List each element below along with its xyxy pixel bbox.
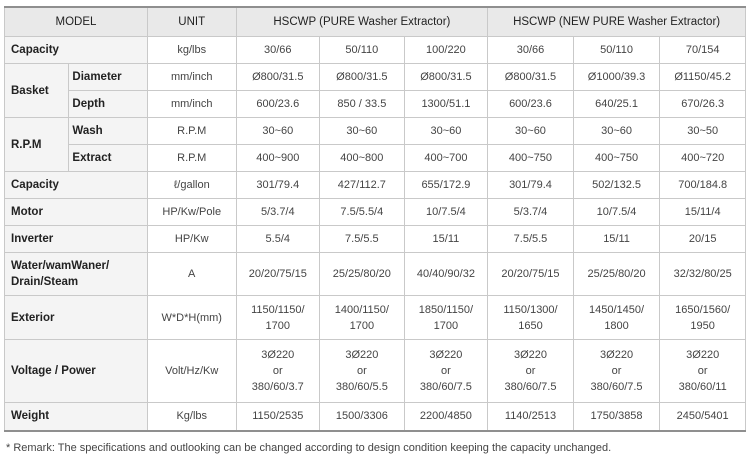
cell: 30~50 (660, 118, 746, 145)
cell: 7.5/5.5 (320, 226, 405, 253)
row-unit: W*D*H(mm) (147, 296, 236, 340)
cell-line: 1700 (265, 319, 291, 332)
cell: Ø800/31.5 (488, 64, 574, 91)
cell: 2200/4850 (404, 403, 488, 431)
header-unit: UNIT (147, 7, 236, 37)
cell-line: or (611, 365, 622, 377)
cell (660, 340, 746, 403)
cell-line: 3Ø220 (686, 349, 720, 361)
cell: 40/40/90/32 (404, 253, 488, 296)
cell-line: or (441, 365, 451, 377)
cell: Ø1150/45.2 (660, 64, 746, 91)
cell: 400~800 (320, 145, 405, 172)
row-unit: kg/lbs (147, 37, 236, 64)
cell: 10/7.5/4 (404, 199, 488, 226)
cell: 301/79.4 (488, 172, 574, 199)
cell: 1500/3306 (320, 403, 405, 431)
cell-line: or (525, 365, 536, 377)
cell: 1150/2535 (236, 403, 320, 431)
row-unit: Kg/lbs (147, 403, 236, 431)
cell: 30/66 (488, 37, 574, 64)
cell: Ø800/31.5 (404, 64, 488, 91)
cell: 25/25/80/20 (573, 253, 660, 296)
cell: 7.5/5.5/4 (320, 199, 405, 226)
remark-note: * Remark: The specifications and outlooking can be changed according to design condition keeping the capacity unchanged. (6, 442, 612, 454)
cell (573, 340, 660, 403)
cell: 400~720 (660, 145, 746, 172)
row-rpm-extract (5, 145, 746, 172)
group-label-rpm: R.P.M (5, 118, 69, 172)
cell (236, 340, 320, 403)
cell: 1750/3858 (573, 403, 660, 431)
cell: 640/25.1 (573, 91, 660, 118)
row-unit: HP/Kw/Pole (147, 199, 236, 226)
cell-line: 1700 (433, 319, 459, 332)
cell-line: 380/60/7.5 (590, 381, 643, 393)
header-model: MODEL (5, 7, 148, 37)
cell: 670/26.3 (660, 91, 746, 118)
cell: 15/11 (573, 226, 660, 253)
cell: Ø1000/39.3 (573, 64, 660, 91)
row-label: Capacity (5, 37, 148, 64)
cell-line: 380/60/7.5 (504, 381, 557, 393)
cell: 25/25/80/20 (320, 253, 405, 296)
header-row (5, 7, 746, 37)
cell (320, 296, 405, 340)
cell (573, 296, 660, 340)
cell-line: 1450/1450/ (589, 303, 645, 316)
cell (236, 296, 320, 340)
cell-line: or (272, 365, 283, 377)
cell: 20/20/75/15 (236, 253, 320, 296)
row-label (5, 253, 148, 296)
row-weight (5, 403, 746, 431)
row-motor (5, 199, 746, 226)
cell-line: 1650 (518, 319, 543, 332)
cell (488, 296, 574, 340)
row-unit: mm/inch (147, 91, 236, 118)
cell (320, 340, 405, 403)
row-basket-diameter (5, 64, 746, 91)
cell: 427/112.7 (320, 172, 405, 199)
cell: 50/110 (320, 37, 405, 64)
cell-line: 3Ø220 (345, 349, 379, 361)
cell: 5.5/4 (236, 226, 320, 253)
header-group-pure: HSCWP (PURE Washer Extractor) (236, 7, 488, 37)
cell: 30~60 (404, 118, 488, 145)
cell-line: or (356, 365, 367, 377)
cell-line: 380/60/11 (678, 381, 727, 393)
cell-line: 3Ø220 (429, 349, 463, 361)
row-unit: A (147, 253, 236, 296)
cell: Ø800/31.5 (320, 64, 405, 91)
cell: 2450/5401 (660, 403, 746, 431)
cell: 20/20/75/15 (488, 253, 574, 296)
row-unit: R.P.M (147, 145, 236, 172)
cell-line: 380/60/7.5 (419, 381, 472, 393)
cell-line: 380/60/3.7 (251, 381, 304, 393)
row-unit: ℓ/gallon (147, 172, 236, 199)
cell: 20/15 (660, 226, 746, 253)
cell: 50/110 (573, 37, 660, 64)
cell: 5/3.7/4 (236, 199, 320, 226)
cell: 30/66 (236, 37, 320, 64)
cell (404, 340, 488, 403)
row-rpm-wash (5, 118, 746, 145)
row-sublabel: Wash (69, 118, 148, 145)
cell: Ø800/31.5 (236, 64, 320, 91)
cell: 850 / 33.5 (320, 91, 405, 118)
row-label-line: Water/wamWaner/ (11, 260, 110, 272)
cell-line: 3Ø220 (600, 349, 634, 361)
row-label: Voltage / Power (5, 340, 148, 403)
cell: 30~60 (236, 118, 320, 145)
cell: 15/11/4 (660, 199, 746, 226)
cell (488, 340, 574, 403)
cell-line: 1800 (604, 319, 629, 332)
cell: 1140/2513 (488, 403, 574, 431)
cell: 10/7.5/4 (573, 199, 660, 226)
header-group-new-pure: HSCWP (NEW PURE Washer Extractor) (488, 7, 746, 37)
row-unit: mm/inch (147, 64, 236, 91)
group-label-basket: Basket (5, 64, 69, 118)
cell: 1300/51.1 (404, 91, 488, 118)
cell: 7.5/5.5 (488, 226, 574, 253)
cell: 100/220 (404, 37, 488, 64)
row-voltage (5, 340, 746, 403)
cell: 400~750 (573, 145, 660, 172)
cell-line: 1950 (690, 319, 715, 332)
cell-line: 380/60/5.5 (335, 381, 388, 393)
cell: 600/23.6 (488, 91, 574, 118)
row-label: Weight (5, 403, 148, 431)
cell-line: 3Ø220 (513, 349, 547, 361)
spec-table (4, 6, 746, 432)
cell-line: or (697, 365, 708, 377)
cell-line: 1150/1150/ (251, 303, 305, 316)
row-label: Exterior (5, 296, 148, 340)
row-label: Motor (5, 199, 148, 226)
cell: 400~700 (404, 145, 488, 172)
cell: 30~60 (488, 118, 574, 145)
cell: 400~750 (488, 145, 574, 172)
cell: 32/32/80/25 (660, 253, 746, 296)
cell-line: 1150/1300/ (503, 303, 558, 316)
row-inverter (5, 226, 746, 253)
row-sublabel: Diameter (69, 64, 148, 91)
cell-line: 3Ø220 (261, 349, 295, 361)
row-label: Inverter (5, 226, 148, 253)
row-exterior (5, 296, 746, 340)
cell-line: 1400/1150/ (334, 303, 389, 316)
cell (660, 296, 746, 340)
cell: 700/184.8 (660, 172, 746, 199)
cell-line: 1650/1560/ (675, 303, 731, 316)
cell (404, 296, 488, 340)
row-label: Capacity (5, 172, 148, 199)
cell: 70/154 (660, 37, 746, 64)
row-water (5, 253, 746, 296)
row-sublabel: Extract (69, 145, 148, 172)
cell-line: 1700 (349, 319, 375, 332)
row-sublabel: Depth (69, 91, 148, 118)
cell: 5/3.7/4 (488, 199, 574, 226)
cell: 30~60 (573, 118, 660, 145)
cell: 301/79.4 (236, 172, 320, 199)
cell: 15/11 (404, 226, 488, 253)
cell: 30~60 (320, 118, 405, 145)
cell: 400~900 (236, 145, 320, 172)
cell-line: 1850/1150/ (418, 303, 474, 316)
row-label-line: Drain/Steam (11, 276, 79, 288)
row-capacity-liter (5, 172, 746, 199)
cell: 502/132.5 (573, 172, 660, 199)
cell: 600/23.6 (236, 91, 320, 118)
row-unit: Volt/Hz/Kw (147, 340, 236, 403)
row-basket-depth (5, 91, 746, 118)
cell: 655/172.9 (404, 172, 488, 199)
row-unit: R.P.M (147, 118, 236, 145)
row-capacity-kg (5, 37, 746, 64)
row-unit: HP/Kw (147, 226, 236, 253)
